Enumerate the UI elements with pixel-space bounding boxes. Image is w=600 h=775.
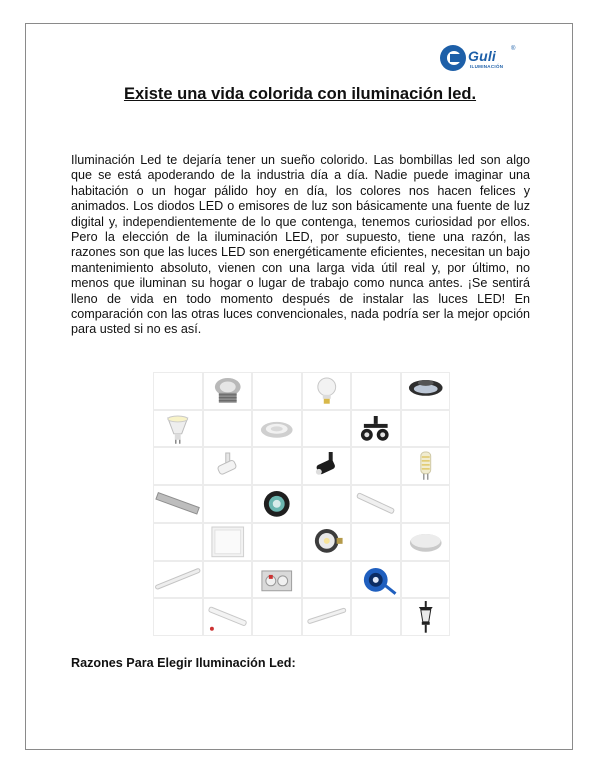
led-strip-reel-icon — [352, 562, 400, 598]
empty-grid-cell — [402, 486, 450, 522]
t8-tube-icon — [204, 599, 252, 635]
product-cell — [154, 486, 202, 522]
square-gimbal-icon — [253, 562, 301, 598]
empty-grid-cell — [402, 562, 450, 598]
par-lamp-icon — [303, 524, 351, 560]
empty-grid-cell — [204, 562, 252, 598]
empty-grid-cell — [154, 448, 202, 484]
empty-grid-cell — [402, 411, 450, 447]
panel-square-icon — [204, 524, 252, 560]
cob-downlight-icon — [253, 486, 301, 522]
bulb-icon — [303, 373, 351, 409]
product-cell — [154, 562, 202, 598]
twin-track-spot-icon — [352, 411, 400, 447]
empty-grid-cell — [352, 599, 400, 635]
empty-grid-cell — [303, 562, 351, 598]
product-cell — [303, 373, 351, 409]
empty-grid-cell — [154, 524, 202, 560]
product-cell — [204, 599, 252, 635]
product-cell — [303, 448, 351, 484]
gu10-spot-icon — [154, 411, 202, 447]
product-image-grid — [153, 372, 450, 636]
empty-grid-cell — [253, 373, 301, 409]
product-cell — [402, 599, 450, 635]
highbay-icon — [402, 373, 450, 409]
product-cell — [154, 411, 202, 447]
empty-grid-cell — [154, 373, 202, 409]
track-spot-black-icon — [303, 448, 351, 484]
logo-registered: ® — [511, 46, 516, 52]
empty-grid-cell — [253, 599, 301, 635]
product-cell — [402, 448, 450, 484]
product-cell — [402, 373, 450, 409]
product-cell — [402, 524, 450, 560]
guli-logo-icon — [440, 45, 466, 71]
product-cell — [303, 599, 351, 635]
product-cell — [253, 411, 301, 447]
product-cell — [352, 486, 400, 522]
logo-subtitle: ILUMINACIÓN — [470, 64, 504, 69]
tube-long-icon — [154, 562, 202, 598]
logo-name: Guli — [468, 48, 497, 64]
product-cell — [253, 486, 301, 522]
downlight-icon — [204, 373, 252, 409]
intro-paragraph: Iluminación Led te dejaría tener un sueño colorido. Las bombillas led son algo que se está apoderando de la industria día a día. Nadie puede imaginar una habitación o un hogar pálido hoy en día, los colores nos hacen felices y animados. Los diodos LED o emisores de luz son básicamente una fuente de luz digital y, independientemente de lo que contenga, tenemos curiosidad por ellos. Pero la elección de la iluminación LED, por supuesto, tiene una razón, las razones son que las luces LED son energéticamente eficientes, necesitan un bajo mantenimiento absoluto, vienen con una larga vida útil real y, por último, no menos que iluminan su hogar o lugar de trabajo como nunca antes. ¡Se sentirá lleno de vida en todo momento después de instalar las luces LED! En comparación con las otras luces convencionales, nada podría ser la mejor opción para usted si no es así. — [71, 153, 530, 337]
empty-grid-cell — [352, 373, 400, 409]
empty-grid-cell — [204, 486, 252, 522]
empty-grid-cell — [352, 524, 400, 560]
recessed-ring-icon — [253, 411, 301, 447]
product-cell — [253, 562, 301, 598]
product-cell — [352, 411, 400, 447]
empty-grid-cell — [154, 599, 202, 635]
product-cell — [204, 448, 252, 484]
empty-grid-cell — [253, 448, 301, 484]
empty-grid-cell — [204, 411, 252, 447]
empty-grid-cell — [352, 448, 400, 484]
track-spot-white-icon — [204, 448, 252, 484]
page-title: Existe una vida colorida con iluminación led. — [123, 85, 477, 103]
g9-capsule-icon — [402, 448, 450, 484]
round-panel-icon — [402, 524, 450, 560]
linear-bar-icon — [154, 486, 202, 522]
section-subheading: Razones Para Elegir Iluminación Led: — [71, 656, 296, 670]
empty-grid-cell — [303, 486, 351, 522]
t5-tube-icon — [303, 599, 351, 635]
product-cell — [204, 524, 252, 560]
empty-grid-cell — [253, 524, 301, 560]
street-lantern-icon — [402, 599, 450, 635]
tube-diagonal-icon — [352, 486, 400, 522]
product-cell — [204, 373, 252, 409]
product-cell — [352, 562, 400, 598]
guli-logo — [440, 45, 518, 77]
empty-grid-cell — [303, 411, 351, 447]
product-cell — [303, 524, 351, 560]
